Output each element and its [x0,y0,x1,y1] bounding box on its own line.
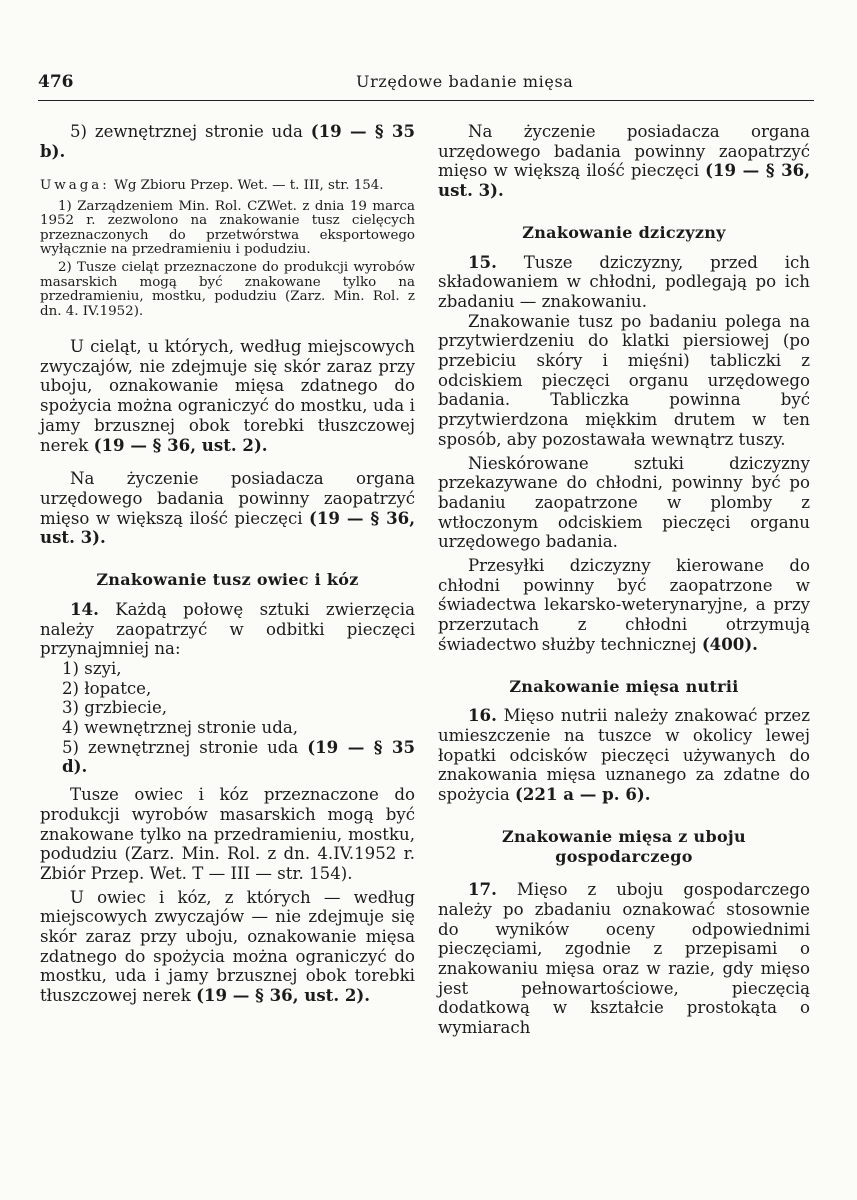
continued-list-item: 5) zewnętrznej stronie uda (19 — § 35 b). [40,121,415,161]
section-16: 16. Mięso nutrii należy znakować przez umieszczenie na tuszce w okolicy lewej łopatki odcisków pieczęci używanych do znakowania mięsa uznanego za zdatne do spożycia (221 a — p. 6). [438,705,810,805]
paragraph-game-tag: Znakowanie tusz po badaniu polega na przytwierdzeniu do klatki piersiowej (po przebiciu skóry i mięśni) tabliczki z odciskiem pieczęci organu urzędowego badania. Tabliczka powinna być przytwierdzona miękkim drutem w ten sposób, aby pozostawała wewnątrz tuszy. [438,311,810,449]
list-item: 5) zewnętrznej stronie uda (19 — § 35 d). [62,736,415,777]
section-17: 17. Mięso z uboju gospodarczego należy po zbadaniu oznakować stosownie do wyników oceny odpowiednimi pieczęciami, zgodnie z przepisami o znakowaniu mięsa oraz w razie, gdy mięso jest pełnowartościowe, pieczęcią dodatkową w kształcie prostokąta o wymiarach [438,879,810,1038]
list-item: 3) grzbiecie, [62,698,168,718]
heading-sheep-goats: Znakowanie tusz owiec i kóz [96,570,359,590]
running-title: Urzędowe badanie mięsa [356,72,574,91]
page-header [38,70,818,96]
footnote-2: 2) Tusze cieląt przeznaczone do produkcji wyrobów masarskich mogą być znakowane tylko na przedramieniu, mostku, podudziu (Zarz. Min. Rol. z dn. 4. IV.1952). [40,260,415,319]
section-15: 15. Tusze dziczyzny, przed ich składowaniem w chłodni, podlegają po ich zbadaniu — znakowaniu. [438,251,810,311]
heading-nutria: Znakowanie mięsa nutrii [509,676,739,696]
paragraph-extra-stamps-right: Na życzenie posiadacza organa urzędowego badania powinny zaopatrzyć mięso w większą ilość pieczęci (19 — § 36, ust. 3). [438,122,810,201]
section-14: 14. Każdą połowę sztuki zwierzęcia należy zaopatrzyć w odbitki pieczęci przynajmniej na: [40,598,415,659]
paragraph-game-shipments: Przesyłki dziczyzny kierowane do chłodni powinny być zaopatrzone w świadectwa lekarsko-weterynaryjne, a przy przerzutach z chłodni otrzymują świadectwo służby technicznej (400). [438,556,810,654]
list-item: 1) szyi, [62,658,122,678]
left-column [40,122,415,1006]
paragraph-extra-stamps: Na życzenie posiadacza organa urzędowego badania powinny zaopatrzyć mięso w większą ilość pieczęci (19 — § 36, ust. 3). [40,469,415,548]
page-number: 476 [38,72,74,92]
footnote-1: 1) Zarządzeniem Min. Rol. CZWet. z dnia 19 marca 1952 r. zezwolono na znakowanie tusz cielęcych przeznaczonych do przetwórstwa eksportowego wyłącznie na przedramieniu i podudziu. [40,198,415,258]
note-label: Uwaga: [40,178,110,194]
list-item: 2) łopatce, [62,678,152,698]
note: Uwaga: Wg Zbioru Przep. Wet. — t. III, str. 154. [40,178,384,194]
paragraph-sheep-processing: Tusze owiec i kóz przeznaczone do produkcji wyrobów masarskich mogą być znakowane tylko na przedramieniu, mostku, podudziu (Zarz. Min. Rol. z dn. 4.IV.1952 r. Zbiór Przep. Wet. T — III — str. 154). [40,785,415,883]
paragraph-calves: U cieląt, u których, według miejscowych zwyczajów, nie zdejmuje się skór zaraz przy uboju, oznakowanie mięsa zdatnego do spożycia można ograniczyć do mostku, uda i jamy brzusznej obok torebki tłuszczowej nerek (19 — § 36, ust. 2). [40,337,415,455]
list-item: 4) wewnętrznej stronie uda, [62,718,298,738]
stamp-locations-list [40,659,415,777]
heading-home-slaughter: Znakowanie mięsa z uboju gospodarczego [502,826,746,866]
paragraph-game-seals: Nieskórowane sztuki dziczyzny przekazywane do chłodni, powinny być po badaniu zaopatrzone w plomby z wtłoczonym odciskiem pieczęci organu urzędowego badania. [438,453,810,552]
heading-game: Znakowanie dziczyzny [522,222,726,242]
paragraph-sheep-skins: U owiec i kóz, z których — według miejscowych zwyczajów — nie zdejmuje się skór zaraz przy uboju, oznakowanie mięsa zdatnego do spożycia można ograniczyć do mostku, uda i jamy brzusznej obok torebki tłuszczowej nerek (19 — § 36, ust. 2). [40,887,415,1006]
right-column [438,122,810,1038]
header-rule [38,100,814,101]
